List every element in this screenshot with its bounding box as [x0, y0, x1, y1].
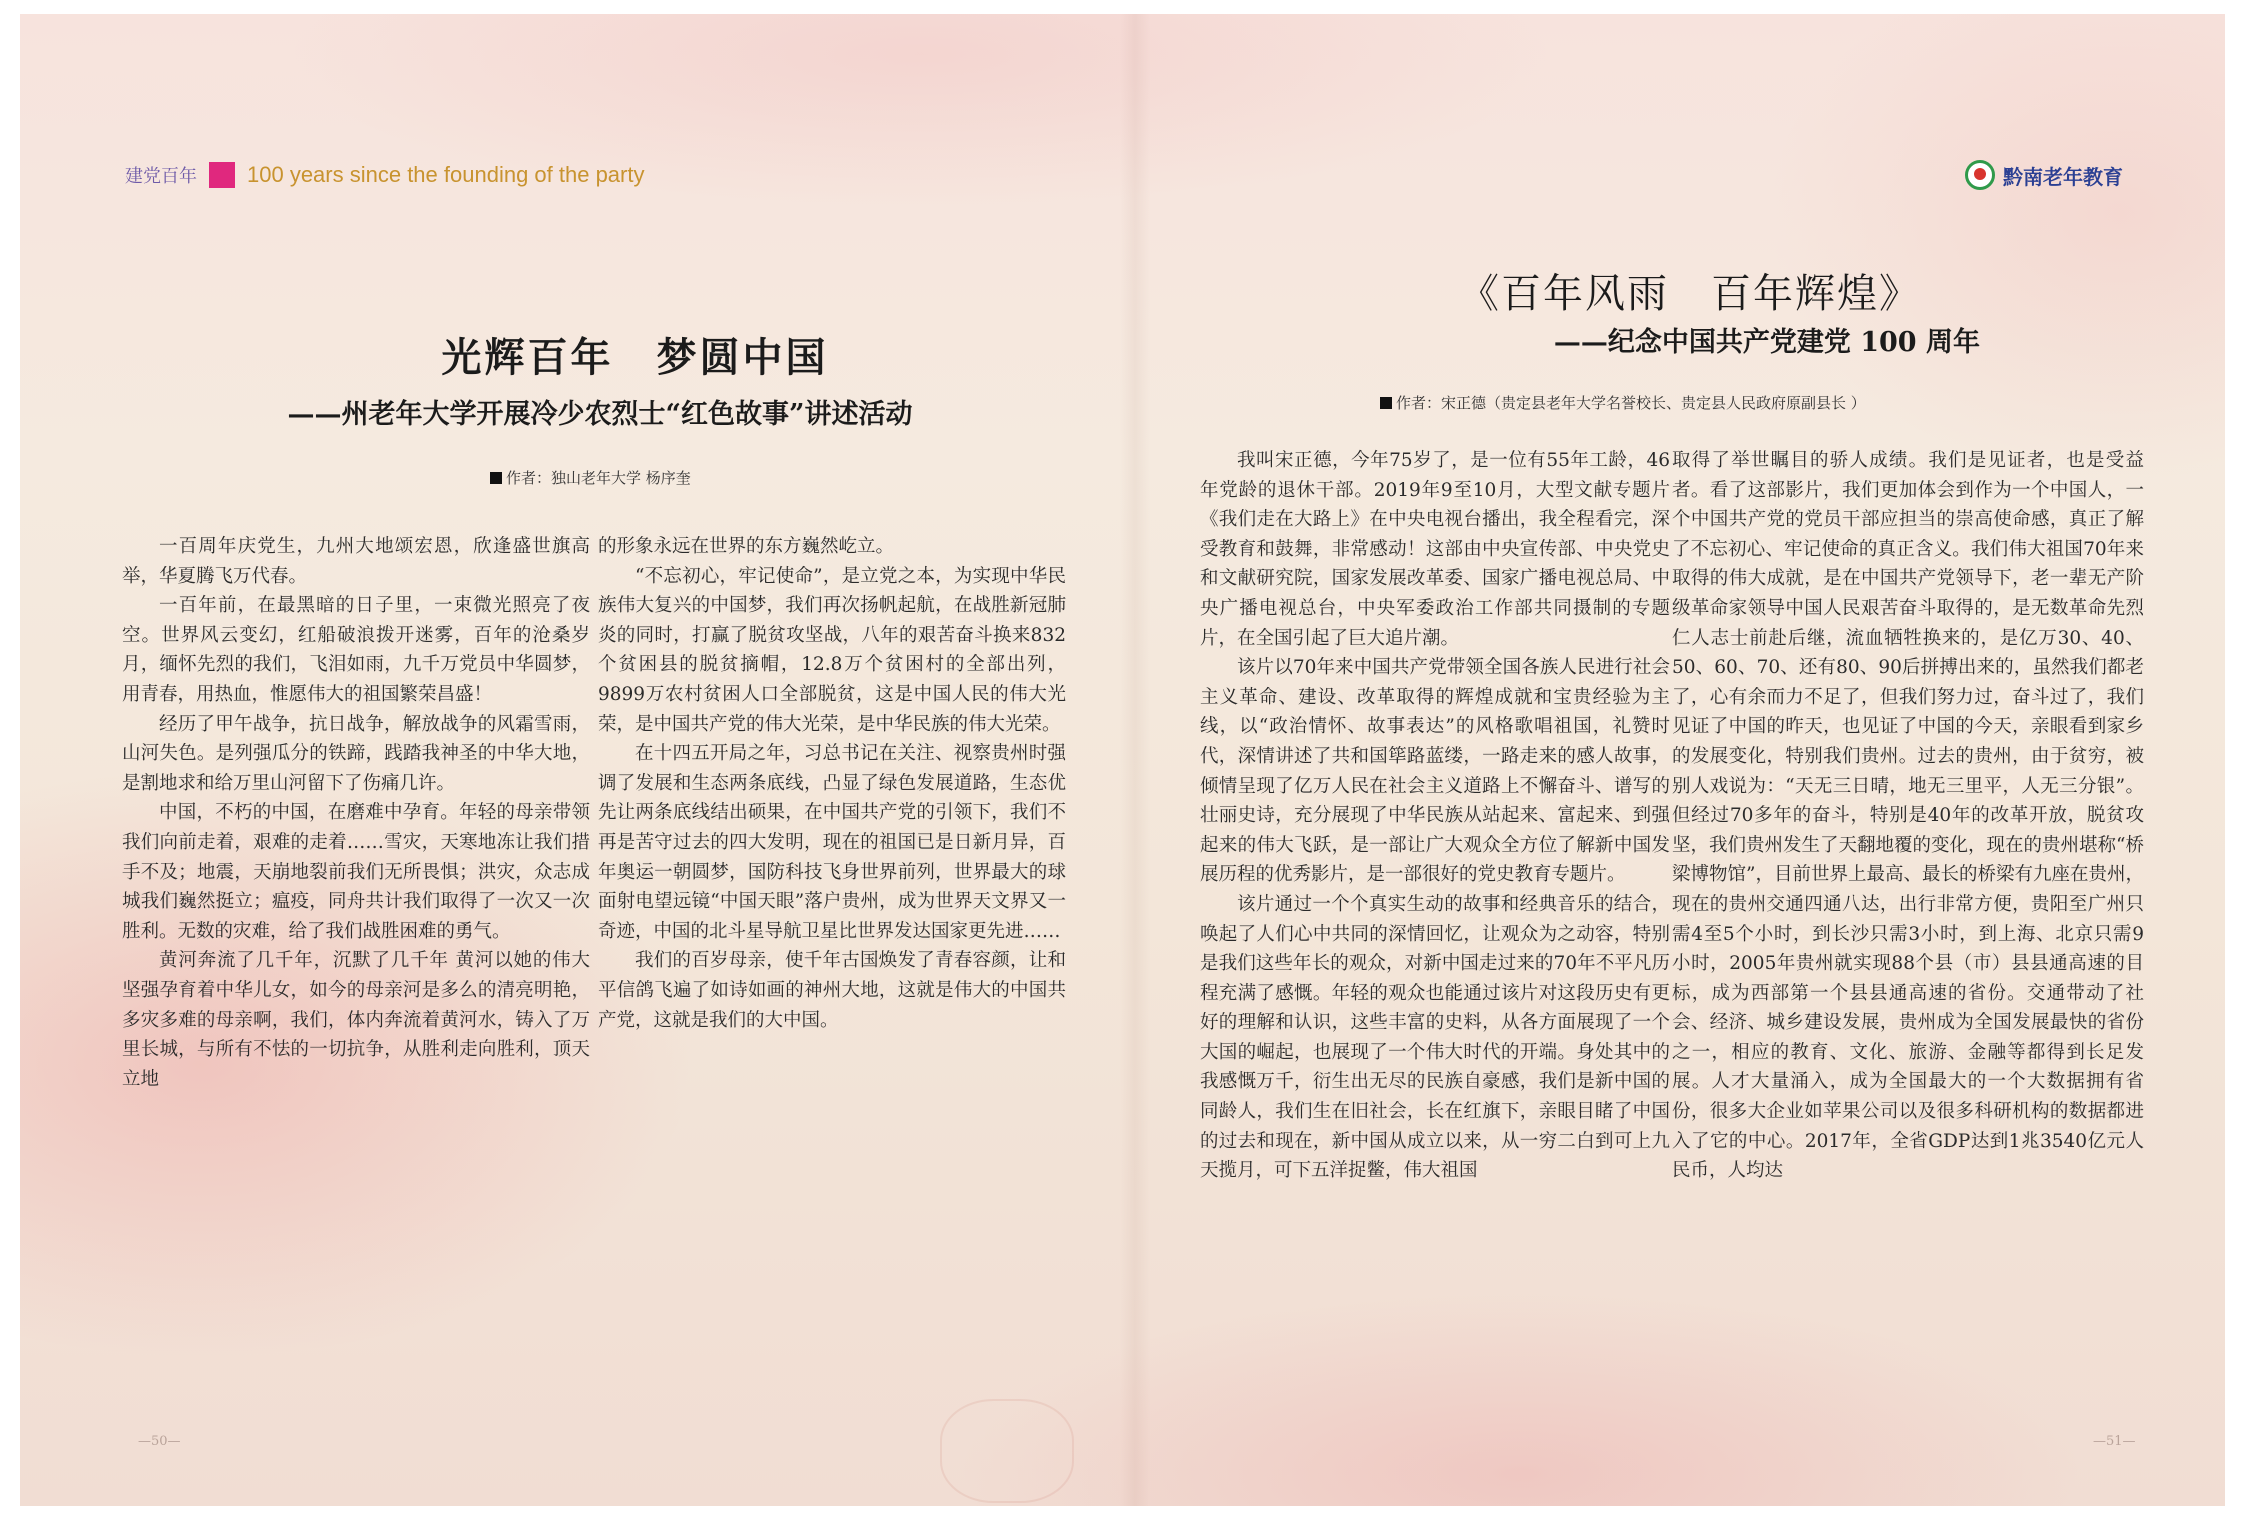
paragraph: “不忘初心，牢记使命”，是立党之本，为实现中华民族伟大复兴的中国梦，我们再次扬帆起航，在战胜新冠肺炎的同时，打赢了脱贫攻坚战，八年的艰苦奋斗换来832个贫困县的脱贫摘帽，12.8万个贫困村的全部出列，9899万农村贫困人口全部脱贫，这是中国人民的伟大光荣，是中国共产党的伟大光荣，是中华民族的伟大光荣。 [598, 565, 1066, 735]
paragraph: 一百周年庆党生，九州大地颂宏恩，欣逢盛世旗高举，华夏腾飞万代春。 [122, 536, 590, 587]
paragraph: 该片通过一个个真实生动的故事和经典音乐的结合，唤起了人们心中共同的深情回忆，让观众为之动容，特别是我们这些年长的观众，对新中国走过来的70年不平凡历程充满了感慨。年轻的观众也能通过该片对这段历史有更好的理解和认识，这些丰富的史料，从各方面展现了一个大国的崛起，也展现了一个伟大时代的开端。身处其中的我感慨万千，衍生出无尽的民族自豪感，我们是新中国的同龄人，我们生在旧社会，长在红旗下，亲眼目睹了中国的过去和现在，新中国从成立以来，从一穷二白到可上九天揽月，可下五洋捉鳖，伟大祖国 [1200, 893, 1670, 1182]
left-article-title: 光辉百年 梦圆中国 [441, 334, 829, 381]
heart-watermark-icon [940, 1399, 1074, 1503]
left-article-subtitle: ——州老年大学开展冷少农烈士“红色故事”讲述活动 [287, 399, 913, 430]
left-article-byline [490, 467, 691, 488]
left-column-2 [598, 532, 1066, 1035]
page-fold [1120, 14, 1150, 1506]
right-column-1 [1200, 446, 1670, 1186]
section-header [125, 162, 644, 188]
brand-header [1965, 160, 2123, 190]
left-byline-text: 作者：独山老年大学 杨序奎 [506, 469, 691, 487]
right-byline-text: 作者：宋正德（贵定县老年大学名誉校长、贵定县人民政府原副县长 ） [1396, 394, 1866, 412]
school-emblem-icon [1965, 160, 1995, 190]
paragraph: 黄河奔流了几千年，沉默了几千年 黄河以她的伟大坚强孕育着中华儿女，如今的母亲河是多么的清亮明艳，多灾多难的母亲啊，我们，体内奔流着黄河水，铸入了万里长城，与所有不怯的一切抗争，从胜利走向胜利，顶天立地 [122, 950, 590, 1090]
paragraph-continued: 的形象永远在世界的东方巍然屹立。 [598, 536, 895, 557]
brand-name: 黔南老年教育 [2003, 164, 2123, 189]
paragraph: 一百年前，在最黑暗的日子里，一束微光照亮了夜空。世界风云变幻，红船破浪拨开迷雾，百年的沧桑岁月，缅怀先烈的我们，飞泪如雨，九千万党员中华圆梦，用青春，用热血，惟愿伟大的祖国繁荣昌盛！ [122, 595, 590, 705]
section-title-en: 100 years since the founding of the party [247, 162, 645, 187]
right-article-title: 《百年风雨 百年辉煌》 [1459, 271, 1921, 317]
paragraph: 我叫宋正德，今年75岁了，是一位有55年工龄，46年党龄的退休干部。2019年9至10月，大型文献专题片《我们走在大路上》在中央电视台播出，我全程看完，深受教育和鼓舞，非常感动！这部由中央宣传部、中央党史和文献研究院，国家发展改革委、国家广播电视总局、中央广播电视总台，中央军委政治工作部共同摄制的专题片，在全国引起了巨大追片潮。 [1200, 450, 1670, 649]
right-column-2 [1672, 446, 2144, 1186]
magazine-spread [20, 14, 2225, 1506]
paragraph: 中国，不朽的中国，在磨难中孕育。年轻的母亲带领我们向前走着，艰难的走着……雪灾，天寒地冻让我们措手不及；地震，天崩地裂前我们无所畏惧；洪灾，众志成城我们巍然挺立；瘟疫，同舟共计我们取得了一次又一次胜利。无数的灾难，给了我们战胜困难的勇气。 [122, 802, 590, 942]
page-number-left: —50— [138, 1434, 181, 1449]
paragraph: 在十四五开局之年，习总书记在关注、视察贵州时强调了发展和生态两条底线，凸显了绿色发展道路，生态优先让两条底线结出硕果，在中国共产党的引领下，我们不再是苦守过去的四大发明，现在的祖国已是日新月异，百年奥运一朝圆梦，国防科技飞身世界前列，世界最大的球面射电望远镜“中国天眼”落户贵州，成为世界天文界又一奇迹，中国的北斗星导航卫星比世界发达国家更先进…… [598, 743, 1066, 942]
paragraph-continued: 取得了举世瞩目的骄人成绩。我们是见证者，也是受益者。看了这部影片，我们更加体会到作为一个中国人，一个中国共产党的党员干部应担当的崇高使命感，真正了解了不忘初心、牢记使命的真正含义。我们伟大祖国70年来取得的伟大成就，是在中国共产党领导下，老一辈无产阶级革命家领导中国人民艰苦奋斗取得的，是无数革命先烈仁人志士前赴后继，流血牺牲换来的，是亿万30、40、50、60、70、还有80、90后拼搏出来的，虽然我们都老了，心有余而力不足了，但我们努力过，奋斗过了，我们见证了中国的昨天，也见证了中国的今天，亲眼看到家乡的发展变化，特别我们贵州。过去的贵州，由于贫穷，被别人戏说为：“天无三日晴，地无三里平，人无三分银”。但经过70多年的奋斗，特别是40年的改革开放，脱贫攻坚，我们贵州发生了天翻地覆的变化，现在的贵州堪称“桥梁博物馆”，目前世界上最高、最长的桥梁有九座在贵州，现在的贵州交通四通八达，出行非常方便，贵阳至广州只需4至5个小时，到长沙只需3小时，到上海、北京只需9小时，2005年贵州就实现88个县（市）县县通高速的目标，成为西部第一个县县通高速的省份。交通带动了社会、经济、城乡建设发展，贵州成为全国发展最快的省份之一，相应的教育、文化、旅游、金融等都得到长足发展。人才大量涌入，成为全国最大的一个大数据拥有省份，很多大企业如苹果公司以及很多科研机构的数据都进入了它的中心。2017年，全省GDP达到1兆3540亿元人民币，人均达 [1672, 450, 2144, 1182]
byline-square-icon [490, 472, 502, 484]
paragraph: 该片以70年来中国共产党带领全国各族人民进行社会主义革命、建设、改革取得的辉煌成就和宝贵经验为主线，以“政治情怀、故事表达”的风格歌唱祖国，礼赞时代，深情讲述了共和国筚路蓝缕，一路走来的感人故事，倾情呈现了亿万人民在社会主义道路上不懈奋斗、谱写的壮丽史诗，充分展现了中华民族从站起来、富起来、到强起来的伟大飞跃，是一部让广大观众全方位了解新中国发展历程的优秀影片，是一部很好的党史教育专题片。 [1200, 657, 1670, 886]
right-article-subtitle: ——纪念中国共产党建党 100 周年 [1553, 327, 1980, 358]
page-number-right: —51— [2093, 1434, 2136, 1449]
right-article-byline [1380, 392, 1866, 413]
section-marker-icon [209, 162, 235, 188]
paragraph: 经历了甲午战争，抗日战争，解放战争的风霜雪雨，山河失色。是列强瓜分的铁蹄，践踏我神圣的中华大地，是割地求和给万里山河留下了伤痛几许。 [122, 713, 590, 794]
section-title-cn: 建党百年 [125, 166, 197, 187]
left-column-1 [122, 532, 590, 1094]
byline-square-icon [1380, 397, 1392, 409]
paragraph: 我们的百岁母亲，使千年古国焕发了青春容颜，让和平信鸽飞遍了如诗如画的神州大地，这就是伟大的中国共产党，这就是我们的大中国。 [598, 950, 1066, 1031]
